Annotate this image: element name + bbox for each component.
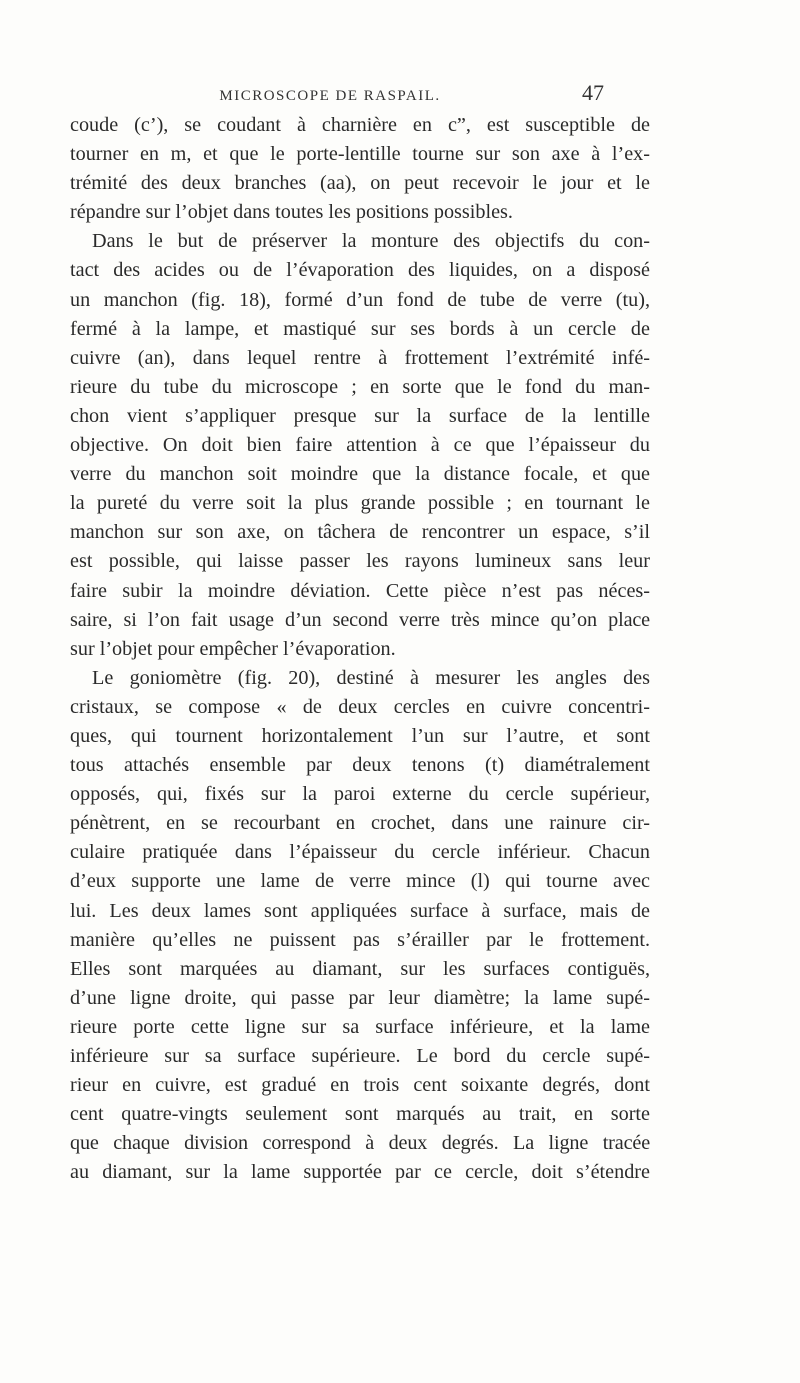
text-line: répandre sur l’objet dans toutes les positions possibles. — [70, 201, 513, 224]
text-line: manchon sur son axe, on tâchera de rencontrer un espace, s’il — [70, 521, 650, 544]
text-line: manière qu’elles ne puissent pas s’érailler par le frottement. — [70, 928, 650, 951]
text-line: trémité des deux branches (aa), on peut recevoir le jour et le — [70, 172, 650, 195]
text-line: ques, qui tournent horizontalement l’un sur l’autre, et sont — [70, 724, 650, 747]
text-line: Dans le but de préserver la monture des objectifs du con- — [92, 230, 650, 253]
text-line: Le goniomètre (fig. 20), destiné à mesurer les angles des — [92, 666, 650, 689]
text-line: que chaque division correspond à deux degrés. La ligne tracée — [70, 1132, 650, 1155]
running-title: MICROSCOPE DE RASPAIL. — [219, 88, 441, 104]
text-line: tact des acides ou de l’évaporation des liquides, on a disposé — [70, 259, 650, 282]
text-line: opposés, qui, fixés sur la paroi externe du cercle supérieur, — [70, 783, 650, 806]
text-line: tourner en m, et que le porte-lentille tourne sur son axe à l’ex- — [70, 143, 650, 166]
text-line: au diamant, sur la lame supportée par ce cercle, doit s’étendre — [70, 1161, 650, 1184]
text-line: la pureté du verre soit la plus grande possible ; en tournant le — [70, 492, 650, 515]
text-line: pénètrent, en se recourbant en crochet, dans une rainure cir- — [70, 812, 650, 835]
text-line: cuivre (an), dans lequel rentre à frottement l’extrémité infé- — [70, 346, 650, 369]
text-line: coude (c’), se coudant à charnière en c”, est susceptible de — [70, 114, 650, 136]
text-line: est possible, qui laisse passer les rayons lumineux sans leur — [70, 550, 650, 573]
text-line: tous attachés ensemble par deux tenons (t) diamétralement — [70, 754, 650, 777]
text-line: d’eux supporte une lame de verre mince (l) qui tourne avec — [70, 870, 650, 893]
text-line: culaire pratiquée dans l’épaisseur du cercle inférieur. Chacun — [70, 841, 650, 864]
text-line: rieur en cuivre, est gradué en trois cent soixante degrés, dont — [70, 1074, 650, 1097]
text-line: lui. Les deux lames sont appliquées surface à surface, mais de — [70, 899, 650, 922]
text-line: faire subir la moindre déviation. Cette pièce n’est pas néces- — [70, 579, 650, 602]
body-text — [70, 111, 650, 1187]
text-line: inférieure sur sa surface supérieure. Le bord du cercle supé- — [70, 1045, 650, 1067]
text-line: d’une ligne droite, qui passe par leur diamètre; la lame supé- — [70, 986, 650, 1009]
text-line: Elles sont marquées au diamant, sur les surfaces contiguës, — [70, 957, 650, 980]
text-line: verre du manchon soit moindre que la distance focale, et que — [70, 463, 650, 486]
text-line: rieure du tube du microscope ; en sorte que le fond du man- — [70, 375, 650, 398]
text-line: un manchon (fig. 18), formé d’un fond de tube de verre (tu), — [70, 288, 650, 311]
text-line: objective. On doit bien faire attention à ce que l’épaisseur du — [70, 434, 650, 457]
text-line: fermé à la lampe, et mastiqué sur ses bords à un cercle de — [70, 317, 650, 340]
text-line: cent quatre-vingts seulement sont marqués au trait, en sorte — [70, 1103, 650, 1126]
text-line: rieure porte cette ligne sur sa surface inférieure, et la lame — [70, 1015, 650, 1038]
text-line: chon vient s’appliquer presque sur la surface de la lentille — [70, 404, 650, 427]
text-line: cristaux, se compose « de deux cercles en cuivre concentri- — [70, 695, 650, 718]
page-number: 47 — [582, 80, 604, 105]
text-line: saire, si l’on fait usage d’un second verre très mince qu’on place — [70, 608, 650, 631]
text-line: sur l’objet pour empêcher l’évaporation. — [70, 637, 396, 660]
